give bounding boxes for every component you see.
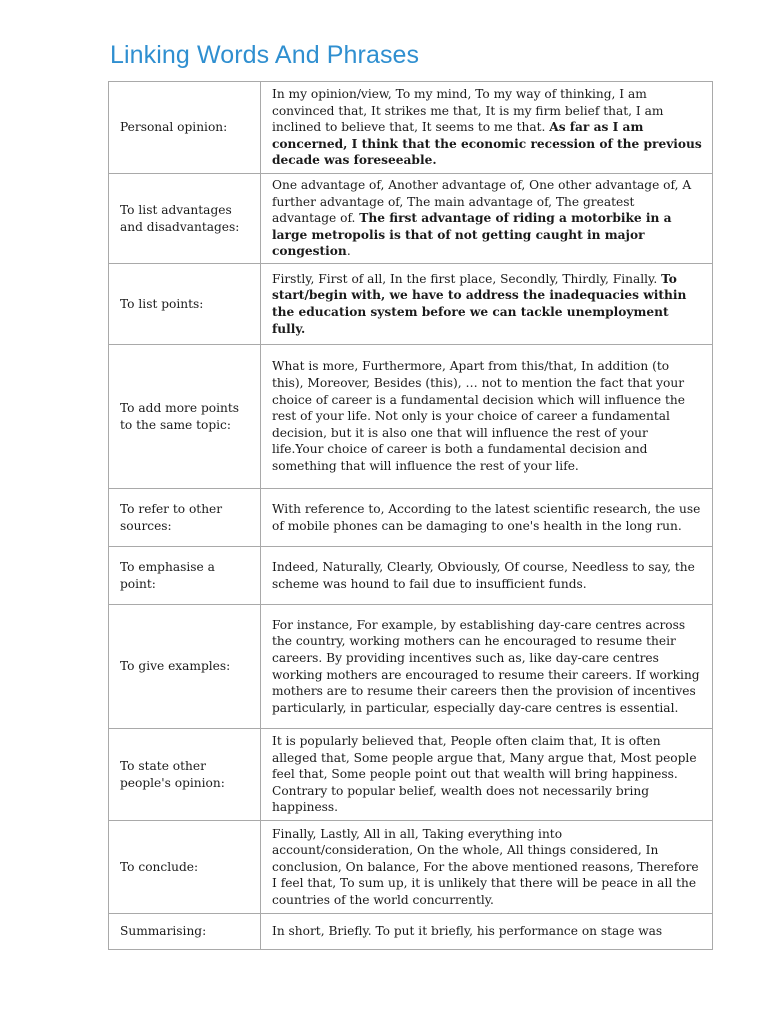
row-text: For instance, For example, by establishing day-care centres across the country, working mothers can he encouraged to resume their careers. By providing incentives such as, like day-care centres working mothers are encouraged to resume their careers. If working mothers are to resume their careers then the provision of incentives particularly, in particular, especially day-care centres is essential. — [272, 617, 700, 715]
row-label — [109, 729, 261, 821]
table-row — [109, 914, 713, 950]
table-row — [109, 345, 713, 489]
row-content — [261, 729, 713, 821]
row-content — [261, 547, 713, 605]
table-row — [109, 82, 713, 174]
row-text: What is more, Furthermore, Apart from this/that, In addition (to this), Moreover, Besides (this), … not to mention the fact that your choice of career is a fundamental decision which will influence the rest of your life. Not only is your choice of career a fundamental decision, but it is also one that will influence the rest of your life.Your choice of career is both a fundamental decision and something that will influence the rest of your life. — [272, 359, 685, 473]
row-label — [109, 547, 261, 605]
row-content — [261, 174, 713, 264]
linking-words-table — [108, 81, 713, 950]
table-row — [109, 729, 713, 821]
row-label-text: To state other people's opinion: — [120, 758, 225, 790]
row-label-text: To emphasise a point: — [120, 559, 215, 591]
row-text: Firstly, First of all, In the first place, Secondly, Thirdly, Finally. — [272, 271, 662, 286]
row-label-text: To give examples: — [120, 659, 231, 674]
row-label — [109, 914, 261, 950]
row-bold-example: As far as I am concerned, I think that the economic recession of the previous decade was foreseeable. — [272, 120, 702, 168]
row-text: Indeed, Naturally, Clearly, Obviously, Of course, Needless to say, the scheme was hound to fail due to insufficient funds. — [272, 559, 695, 591]
row-text: In my opinion/view, To my mind, To my way of thinking, I am convinced that, It strikes me that, It is my firm belief that, I am inclined to believe that, It seems to me that. — [272, 87, 664, 135]
row-label-text: To refer to other sources: — [120, 501, 223, 533]
row-text: With reference to, According to the latest scientific research, the use of mobile phones can be damaging to one's health in the long run. — [272, 501, 701, 533]
row-label-text: To add more points to the same topic: — [120, 400, 239, 432]
row-label — [109, 821, 261, 914]
row-text: In short, Briefly. To put it briefly, his performance on stage was — [272, 924, 663, 939]
row-content — [261, 821, 713, 914]
row-label-text: Summarising: — [120, 924, 207, 939]
table-row — [109, 821, 713, 914]
row-bold-example: To start/begin with, we have to address the inadequacies within the education system before we can tackle unemployment fully. — [272, 271, 687, 336]
row-label — [109, 605, 261, 729]
row-content — [261, 914, 713, 950]
row-bold-example: The first advantage of riding a motorbike in a large metropolis is that of not getting caught in major congestion — [272, 211, 672, 259]
row-label — [109, 489, 261, 547]
table-row — [109, 264, 713, 345]
row-label — [109, 174, 261, 264]
row-text: It is popularly believed that, People often claim that, It is often alleged that, Some people argue that, Many argue that, Most people feel that, Some people point out that wealth will bring happiness. Contrary to popular belief, wealth does not necessarily bring happiness. — [272, 734, 697, 815]
row-label-text: To list advantages and disadvantages: — [120, 202, 240, 234]
row-label — [109, 82, 261, 174]
row-content — [261, 345, 713, 489]
row-content — [261, 489, 713, 547]
page-title: Linking Words And Phrases — [110, 41, 420, 69]
row-label-text: To conclude: — [120, 859, 199, 874]
row-label-text: To list points: — [120, 296, 204, 311]
row-label-text: Personal opinion: — [120, 120, 228, 135]
row-label — [109, 345, 261, 489]
row-text-after: . — [346, 244, 351, 259]
row-content — [261, 264, 713, 345]
row-content — [261, 82, 713, 174]
row-label — [109, 264, 261, 345]
row-text: One advantage of, Another advantage of, One other advantage of, A further advantage of, The main advantage of, The greatest advantage of. — [272, 178, 692, 226]
row-text: Finally, Lastly, All in all, Taking everything into account/consideration, On the whole, All things considered, In conclusion, On balance, For the above mentioned reasons, Therefore I feel that, To sum up, it is unlikely that there will be peace in all the countries of the world concurrently. — [272, 826, 699, 907]
row-content — [261, 605, 713, 729]
table-row — [109, 547, 713, 605]
table-row — [109, 605, 713, 729]
table-row — [109, 489, 713, 547]
table-row — [109, 174, 713, 264]
